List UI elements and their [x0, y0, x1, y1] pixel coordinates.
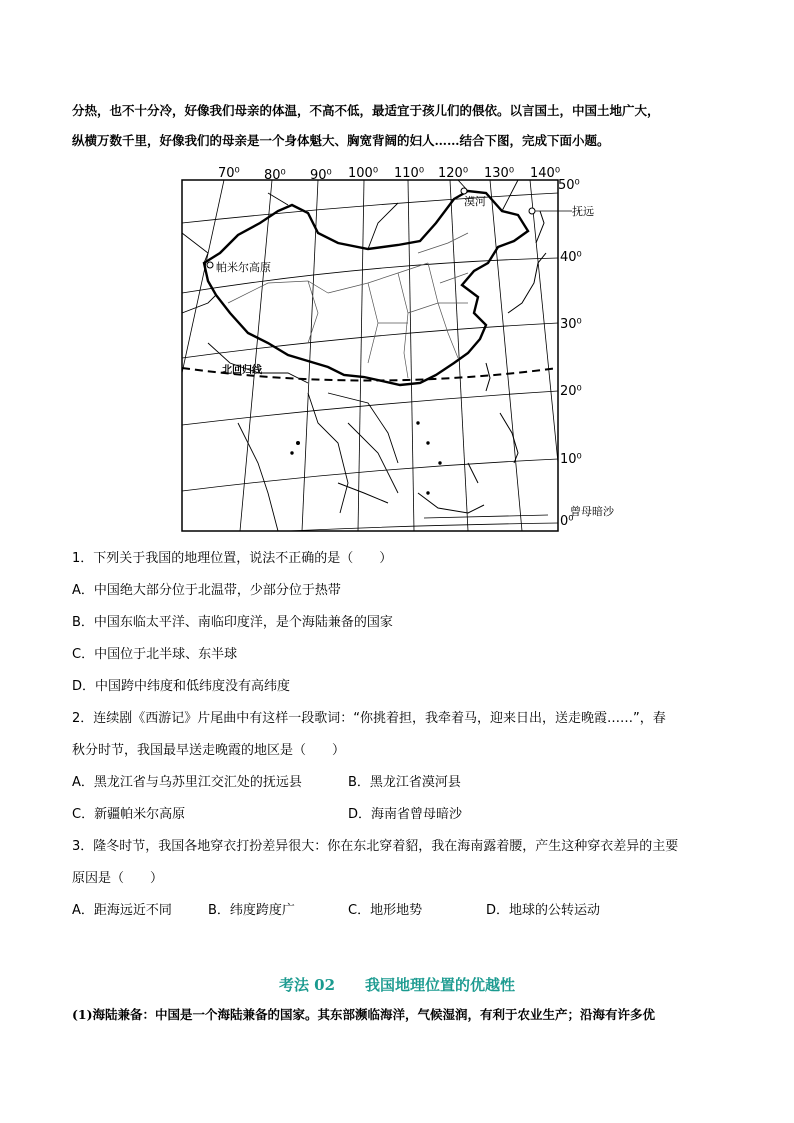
- question-1-option-a[interactable]: A．中国绝大部分位于北温带，少部分位于热带: [72, 583, 341, 598]
- lat-label: 40⁰: [560, 250, 582, 265]
- latitude-labels: [558, 178, 582, 529]
- question-2-stem-line-2: 秋分时节，我国最早送走晚霞的地区是（ ）: [72, 743, 346, 758]
- lon-label: 110⁰: [394, 166, 425, 181]
- lon-label: 120⁰: [438, 166, 469, 181]
- lat-label: 10⁰: [560, 452, 582, 467]
- question-3-stem-line-2: 原因是（ ）: [72, 871, 164, 886]
- section-code: 考法 02: [278, 976, 336, 994]
- pamir-label: 帕米尔高原: [216, 261, 271, 274]
- question-1-option-c[interactable]: C．中国位于北半球、东半球: [72, 647, 238, 662]
- lat-label: 50⁰: [558, 178, 580, 193]
- zengmu-pointer: [424, 515, 548, 518]
- intro-line-2: 纵横万数千里，好像我们的母亲是一个身体魁大、胸宽背阔的妇人……结合下图，完成下面小题。: [72, 133, 610, 148]
- question-2-stem-line-1: 2．连续剧《西游记》片尾曲中有这样一段歌词：“你挑着担，我牵着马，迎来日出，送走晚霞……”，春: [72, 711, 666, 726]
- neighbor-borders: [182, 180, 518, 531]
- question-3-option-d[interactable]: D．地球的公转运动: [486, 903, 601, 918]
- tropic-label: 北回归线: [222, 365, 262, 376]
- question-3-stem-line-1: 3．隆冬时节，我国各地穿衣打扮差异很大：你在东北穿着貂，我在海南露着腰，产生这种穿衣差异的主要: [72, 839, 679, 854]
- section-body-line: (1)海陆兼备：中国是一个海陆兼备的国家。其东部濒临海洋，气候湿润，有利于农业生产；沿海有许多优: [72, 1007, 656, 1022]
- mohe-marker: [461, 188, 467, 194]
- pamir-marker: [207, 262, 213, 268]
- section-title-text: 我国地理位置的优越性: [365, 976, 516, 994]
- lon-label: 90⁰: [310, 168, 332, 183]
- intro-line-1: 分热，也不十分冷，好像我们母亲的体温，不高不低，最适宜于孩儿们的偎依。以言国土，中国土地广大，: [72, 103, 660, 118]
- question-1-option-b[interactable]: B．中国东临太平洋、南临印度洋，是个海陆兼备的国家: [72, 615, 393, 630]
- question-3-option-a[interactable]: A．距海远近不同: [72, 903, 172, 918]
- fuyuan-marker: [529, 208, 535, 214]
- intro-paragraph: [72, 96, 724, 156]
- question-1-stem: 1．下列关于我国的地理位置，说法不正确的是（ ）: [72, 551, 393, 566]
- province-boundaries: [228, 233, 468, 378]
- lat-label: 30⁰: [560, 317, 582, 332]
- mohe-label: 漠河: [464, 195, 486, 208]
- lon-label: 100⁰: [348, 166, 379, 181]
- lon-label: 130⁰: [484, 166, 515, 181]
- lat-label: 20⁰: [560, 384, 582, 399]
- lon-label: 70⁰: [218, 166, 240, 181]
- question-2-option-b[interactable]: B．黑龙江省漠河县: [348, 775, 461, 790]
- lon-label: 140⁰: [530, 166, 561, 181]
- question-3-option-b[interactable]: B．纬度跨度广: [208, 903, 295, 918]
- lat-label: 0⁰: [560, 514, 574, 529]
- china-border: [204, 191, 528, 385]
- question-2-option-a[interactable]: A．黑龙江省与乌苏里江交汇处的抚远县: [72, 775, 302, 790]
- question-1-option-d[interactable]: D．中国跨中纬度和低纬度没有高纬度: [72, 679, 291, 694]
- section-heading: [0, 974, 794, 995]
- question-2-option-d[interactable]: D．海南省曾母暗沙: [348, 807, 463, 822]
- zengmu-label: 曾母暗沙: [570, 505, 614, 518]
- fuyuan-label: 抚远: [572, 205, 594, 218]
- lon-label: 80⁰: [264, 168, 286, 183]
- china-location-map: [168, 163, 628, 535]
- question-3-option-c[interactable]: C．地形地势: [348, 903, 423, 918]
- question-2-option-c[interactable]: C．新疆帕米尔高原: [72, 807, 186, 822]
